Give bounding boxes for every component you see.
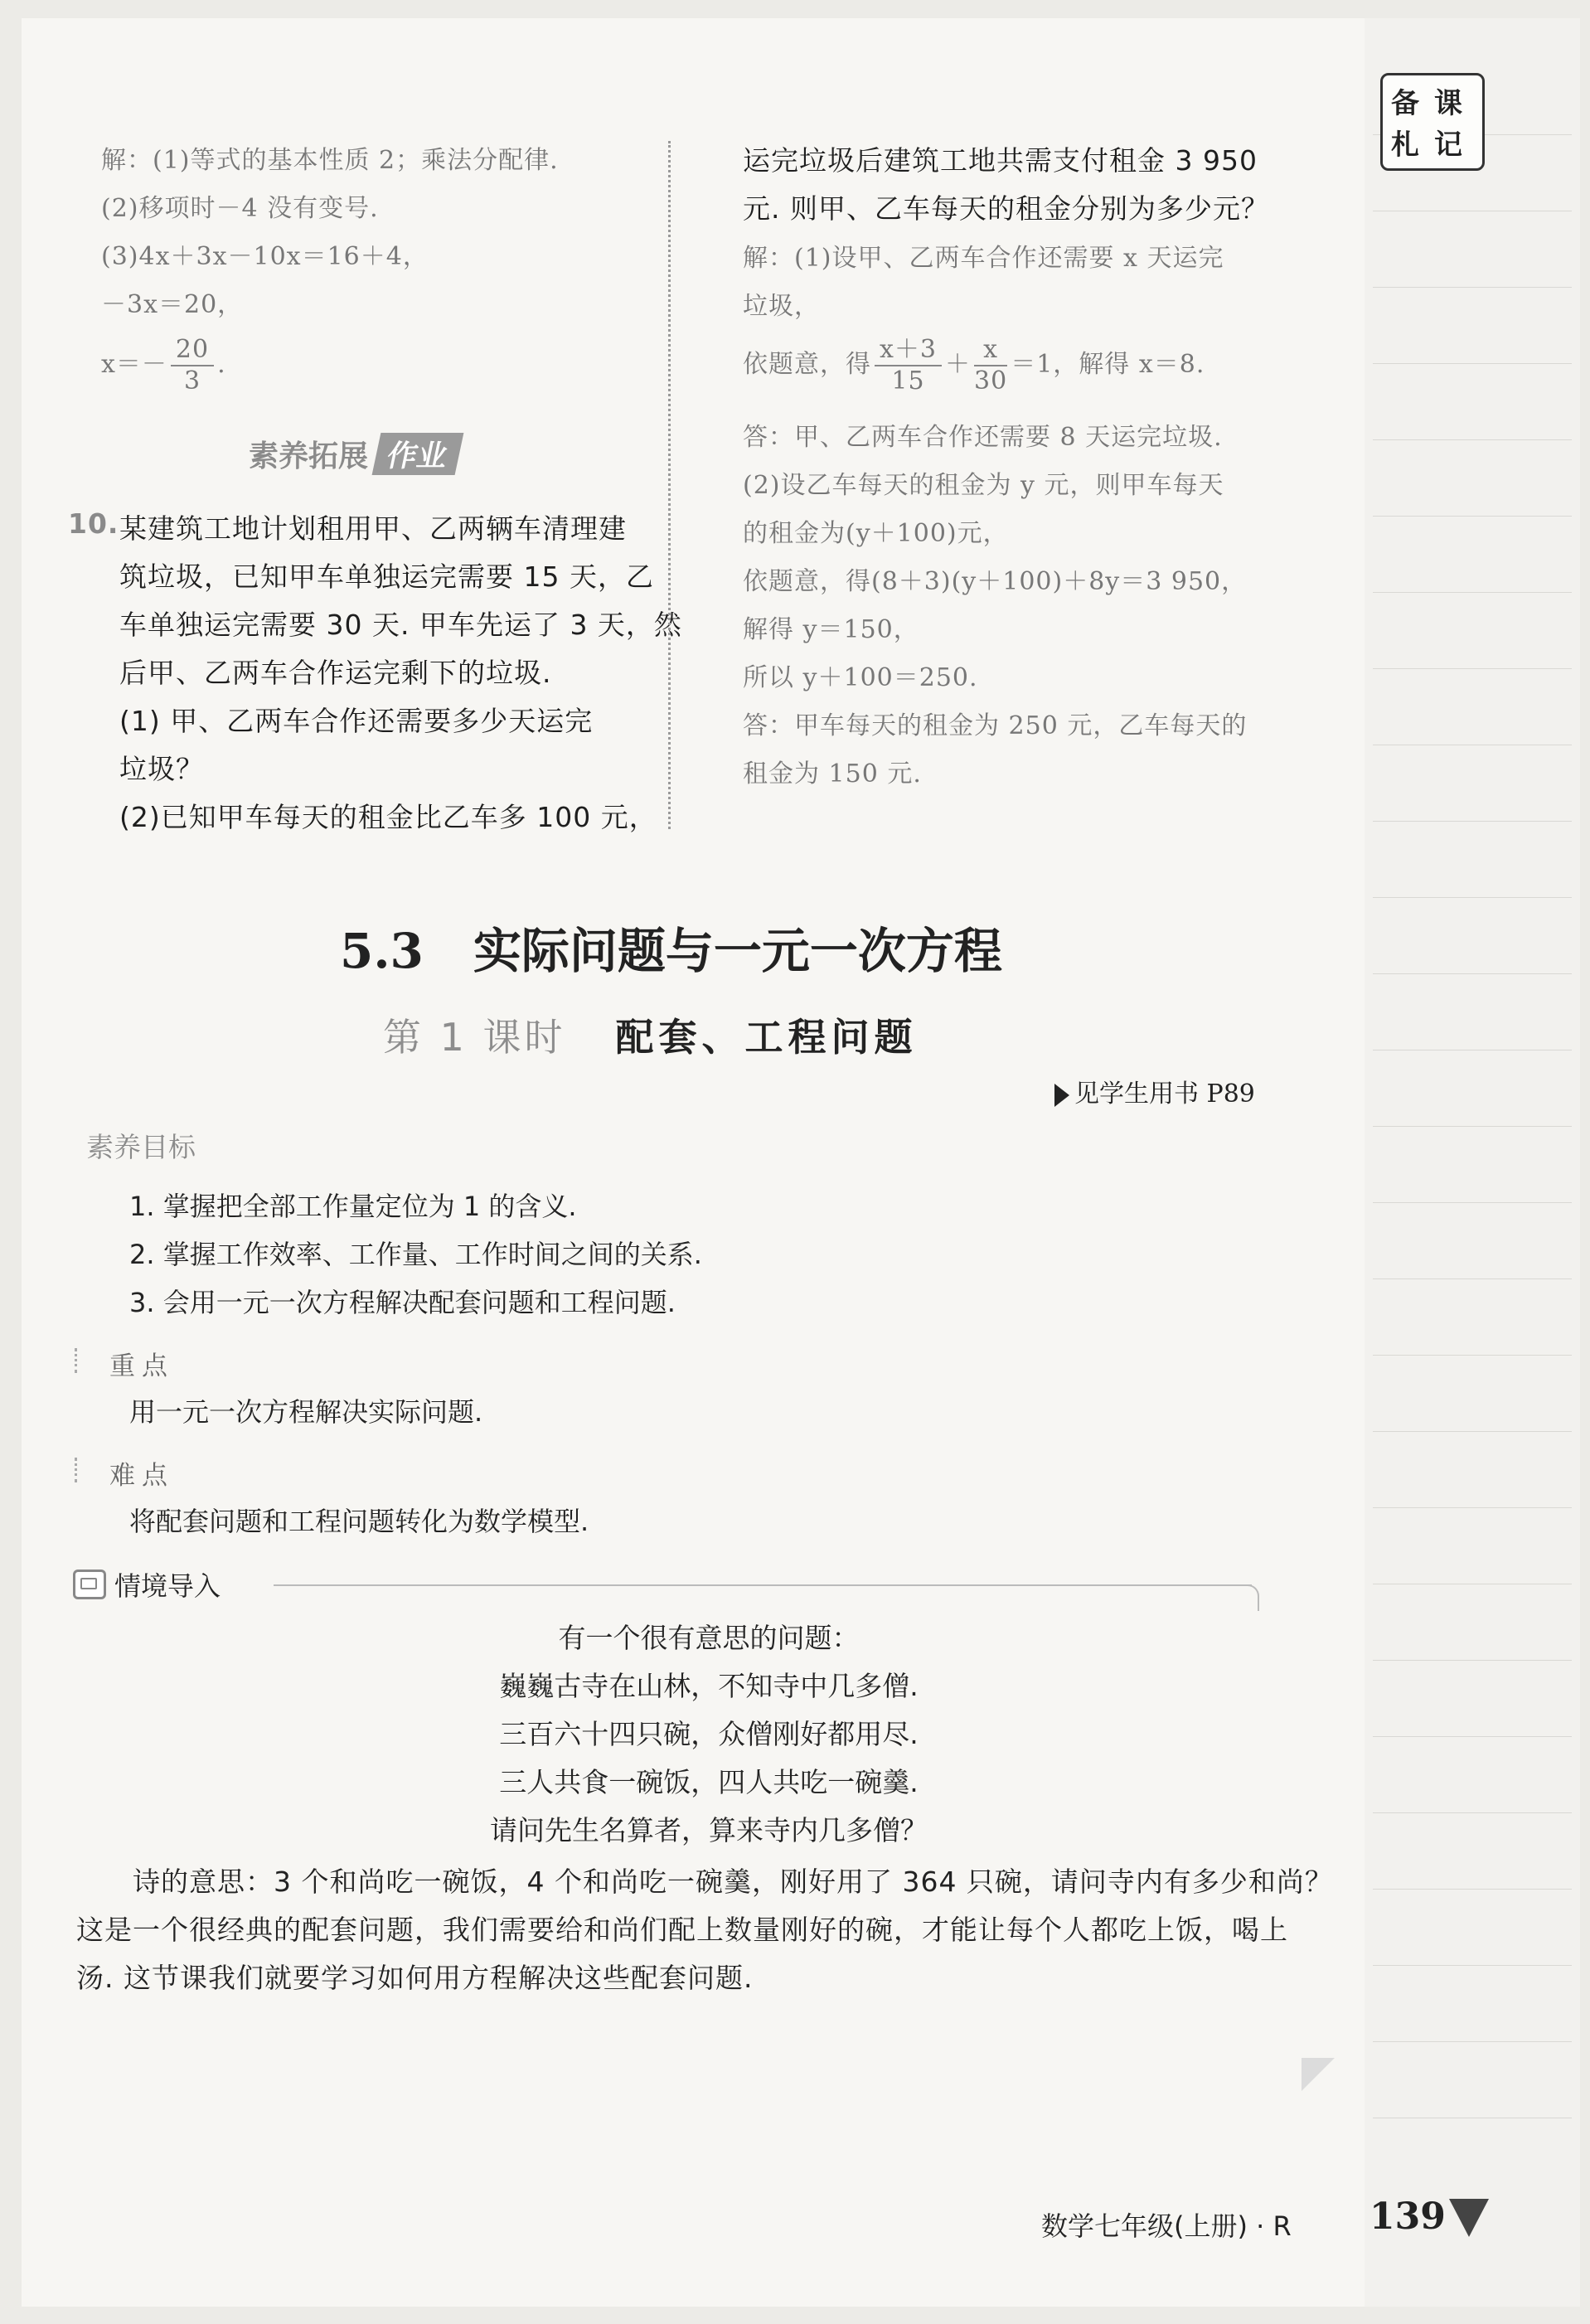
goal-item: 1. 掌握把全部工作量定位为 1 的含义.: [129, 1191, 577, 1222]
answer-equation-line: [743, 335, 1205, 396]
note-rule: [1373, 2041, 1572, 2042]
poem-line: 三百六十四只碗，众僧刚好都用尽.: [499, 1718, 919, 1750]
poem-line: 请问先生名算者，算来寺内几多僧？: [490, 1814, 928, 1846]
badge-homework-tag: 作业: [372, 433, 464, 475]
note-rule: [1373, 439, 1572, 440]
solution-line: 解：(1)等式的基本性质 2；乘法分配律.: [101, 146, 559, 175]
context-divider-curve: [1239, 1584, 1259, 1611]
problem-line: 某建筑工地计划租用甲、乙两辆车清理建: [119, 512, 627, 545]
key-point-heading: 重点: [109, 1351, 174, 1381]
solution-line: －3x＝20，: [101, 290, 244, 319]
play-arrow-icon: [1054, 1084, 1069, 1107]
column-divider: [668, 141, 671, 829]
answer-line: 垃圾，: [743, 292, 820, 321]
note-rule: [1373, 1660, 1572, 1661]
denominator: 3: [183, 366, 201, 395]
reference-text: 见学生用书 P89: [1074, 1080, 1255, 1109]
notes-column: [1365, 18, 1580, 2307]
note-rule: [1373, 1355, 1572, 1356]
section-heading: [340, 912, 1002, 982]
solution-line: (2)移项时－4 没有变号.: [101, 194, 379, 223]
problem-line: (2)已知甲车每天的租金比乙车多 100 元，: [119, 801, 657, 833]
note-rule: [1373, 668, 1572, 669]
goal-item: 2. 掌握工作效率、工作量、工作时间之间的关系.: [129, 1239, 702, 1270]
chat-window-icon: [73, 1570, 106, 1599]
answer-line: 答：甲、乙两车合作还需要 8 天运完垃圾.: [743, 423, 1223, 452]
answer-line: 租金为 150 元.: [743, 759, 922, 788]
numerator: x: [974, 335, 1007, 366]
note-rule: [1373, 363, 1572, 364]
note-rule: [1373, 897, 1572, 898]
poem-line: 有一个很有意思的问题：: [558, 1622, 860, 1654]
note-rule: [1373, 1202, 1572, 1203]
badge-label: 素养拓展: [249, 439, 369, 473]
note-tag-char: 记: [1434, 129, 1462, 162]
section-title: 实际问题与一元一次方程: [473, 923, 1002, 979]
numerator: x＋3: [875, 335, 942, 366]
note-rule: [1373, 821, 1572, 822]
solution-text: .: [217, 350, 226, 379]
problem-number: 10.: [68, 507, 119, 540]
note-tag-char: 札: [1391, 129, 1419, 162]
key-point-text: 用一元一次方程解决实际问题.: [129, 1396, 483, 1428]
answer-line: 解：(1)设甲、乙两车合作还需要 x 天运完: [743, 244, 1224, 273]
fraction: [875, 335, 942, 396]
answer-text: ＝1，解得 x＝8.: [1011, 350, 1205, 379]
context-heading: 情境导入: [114, 1570, 221, 1602]
denominator: 15: [891, 366, 925, 395]
page-number: 139: [1369, 2195, 1446, 2238]
page-fold-mark: [1302, 2058, 1335, 2091]
problem-line: 元. 则甲、乙车每天的租金分别为多少元？: [743, 192, 1269, 225]
denominator: 30: [974, 366, 1008, 395]
note-rule: [1373, 1278, 1572, 1279]
answer-line: 所以 y＋100＝250.: [743, 663, 978, 692]
lesson-heading: [383, 1007, 918, 1062]
note-rule: [1373, 592, 1572, 593]
answer-line: 解得 y＝150，: [743, 615, 919, 644]
note-rule: [1373, 1431, 1572, 1432]
poem-line: 三人共食一碗饭，四人共吃一碗羹.: [499, 1766, 919, 1798]
note-rule: [1373, 516, 1572, 517]
answer-line: (2)设乙车每天的租金为 y 元，则甲车每天: [743, 471, 1224, 500]
problem-line: 后甲、乙两车合作运完剩下的垃圾.: [119, 657, 552, 689]
note-rule: [1373, 1126, 1572, 1127]
answer-text: 依题意，得: [743, 350, 871, 379]
section-badge: [249, 433, 459, 476]
goals-heading: 素养目标: [86, 1131, 196, 1163]
note-rule: [1373, 973, 1572, 974]
note-tag-char: 课: [1434, 87, 1462, 120]
note-rule: [1373, 287, 1572, 288]
fraction: [974, 335, 1007, 396]
lesson-title: 配套、工程问题: [615, 1015, 918, 1060]
context-paragraph-line: 这是一个很经典的配套问题，我们需要给和尚们配上数量刚好的碗，才能让每个人都吃上饭，喝上: [76, 1914, 1288, 1946]
note-rule: [1373, 1889, 1572, 1890]
numerator: 20: [171, 335, 214, 366]
context-paragraph-line: 汤. 这节课我们就要学习如何用方程解决这些配套问题.: [76, 1962, 754, 1994]
answer-text: ＋: [945, 350, 972, 379]
corner-arrow-icon: [1449, 2199, 1489, 2237]
book-title: 数学七年级(上册) · R: [1041, 2210, 1292, 2242]
section-number: 5.3: [340, 923, 424, 979]
answer-line: 的租金为(y＋100)元，: [743, 519, 1009, 548]
difficulty-marker: [75, 1458, 80, 1482]
problem-line: 车单独运完需要 30 天. 甲车先运了 3 天，然: [119, 609, 682, 641]
poem-line: 巍巍古寺在山林，不知寺中几多僧.: [499, 1670, 919, 1702]
difficulty-heading: 难点: [109, 1461, 174, 1491]
note-rule: [1373, 1965, 1572, 1966]
key-point-marker: [75, 1348, 80, 1373]
context-divider: [274, 1584, 1252, 1586]
context-paragraph-line: 诗的意思：3 个和尚吃一碗饭，4 个和尚吃一碗羹，刚好用了 364 只碗，请问寺内有多少和尚？: [133, 1866, 1333, 1898]
goal-item: 3. 会用一元一次方程解决配套问题和工程问题.: [129, 1287, 676, 1318]
student-book-reference: [1054, 1073, 1255, 1109]
note-rule: [1373, 1507, 1572, 1508]
lesson-label: 第 1 课时: [383, 1015, 566, 1060]
answer-line: 依题意，得(8＋3)(y＋100)＋8y＝3 950，: [743, 567, 1248, 596]
problem-line: 垃圾？: [119, 753, 204, 785]
solution-fraction-line: [101, 335, 226, 396]
difficulty-text: 将配套问题和工程问题转化为数学模型.: [129, 1506, 589, 1537]
solution-text: x＝－: [101, 350, 167, 379]
problem-line: 筑垃圾，已知甲车单独运完需要 15 天，乙: [119, 560, 654, 593]
note-tag-char: 备: [1391, 87, 1419, 120]
lesson-notes-tag: [1380, 73, 1485, 171]
solution-line: (3)4x＋3x－10x＝16＋4，: [101, 242, 429, 271]
problem-line: 运完垃圾后建筑工地共需支付租金 3 950: [743, 144, 1258, 177]
fraction: [171, 335, 214, 396]
problem-line: (1) 甲、乙两车合作还需要多少天运完: [119, 705, 594, 737]
answer-line: 答：甲车每天的租金为 250 元，乙车每天的: [743, 711, 1248, 740]
